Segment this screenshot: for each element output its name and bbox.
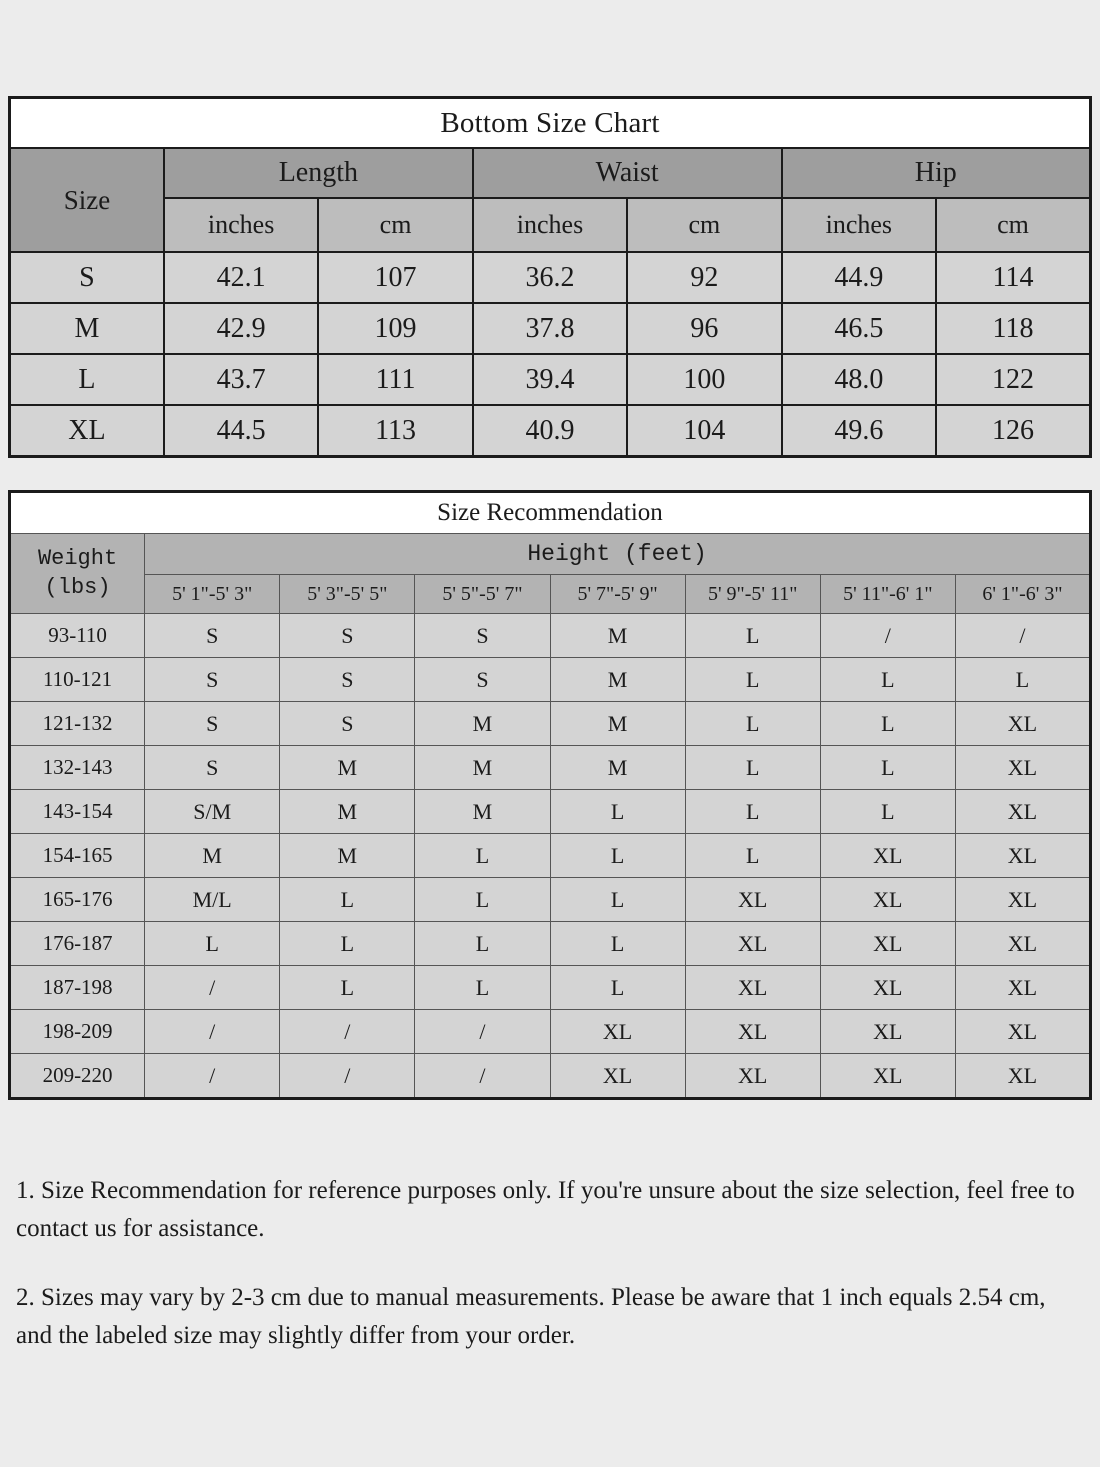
- reco-weight-range: 121-132: [10, 702, 145, 746]
- reco-weight-range: 93-110: [10, 614, 145, 658]
- reco-size-cell: L: [955, 658, 1090, 702]
- table-row: [10, 966, 1091, 1010]
- reco-size-cell: XL: [685, 922, 820, 966]
- note-1: 1. Size Recommendation for reference purposes only. If you're unsure about the size selection, feel free to contact us for assistance.: [16, 1177, 1075, 1242]
- reco-size-cell: XL: [955, 790, 1090, 834]
- reco-size-cell: XL: [550, 1010, 685, 1054]
- chart-cell-length-cm: 107: [318, 252, 472, 303]
- chart-cell-waist-inches: 37.8: [473, 303, 627, 354]
- reco-size-cell: M: [550, 614, 685, 658]
- reco-weight-range: 198-209: [10, 1010, 145, 1054]
- reco-size-cell: XL: [685, 878, 820, 922]
- chart-row-size: XL: [10, 405, 164, 457]
- reco-height-range-1: 5' 1"-5' 3": [145, 575, 280, 614]
- chart-cell-hip-inches: 49.6: [782, 405, 936, 457]
- chart-unit-waist-inches: inches: [473, 198, 627, 252]
- chart-cell-waist-cm: 92: [627, 252, 781, 303]
- reco-size-cell: L: [550, 790, 685, 834]
- reco-size-cell: XL: [955, 1010, 1090, 1054]
- table-row: [10, 252, 1091, 303]
- reco-size-cell: L: [820, 790, 955, 834]
- reco-weight-range: 154-165: [10, 834, 145, 878]
- reco-weight-range: 165-176: [10, 878, 145, 922]
- reco-size-cell: M: [280, 746, 415, 790]
- chart-group-length: Length: [164, 148, 473, 198]
- reco-size-cell: L: [550, 834, 685, 878]
- chart-cell-hip-cm: 118: [936, 303, 1090, 354]
- chart-cell-length-cm: 111: [318, 354, 472, 405]
- table-row: [10, 303, 1091, 354]
- reco-size-cell: L: [685, 614, 820, 658]
- reco-height-range-2: 5' 3"-5' 5": [280, 575, 415, 614]
- reco-height-range-6: 5' 11"-6' 1": [820, 575, 955, 614]
- reco-size-cell: /: [820, 614, 955, 658]
- reco-size-cell: M: [550, 702, 685, 746]
- reco-size-cell: XL: [955, 1054, 1090, 1099]
- reco-size-cell: S: [280, 658, 415, 702]
- reco-header-row: [10, 534, 1091, 575]
- reco-size-cell: XL: [820, 966, 955, 1010]
- chart-cell-waist-inches: 39.4: [473, 354, 627, 405]
- bottom-size-chart-table: [8, 96, 1092, 458]
- reco-weight-header-line2: (lbs): [44, 574, 111, 600]
- reco-size-cell: L: [685, 746, 820, 790]
- chart-cell-hip-inches: 44.9: [782, 252, 936, 303]
- reco-size-cell: M: [415, 790, 550, 834]
- reco-size-cell: XL: [685, 966, 820, 1010]
- reco-size-cell: M: [280, 790, 415, 834]
- chart-cell-waist-cm: 96: [627, 303, 781, 354]
- size-recommendation-table: [8, 490, 1092, 1100]
- reco-size-cell: S/M: [145, 790, 280, 834]
- reco-size-cell: /: [955, 614, 1090, 658]
- reco-size-cell: XL: [685, 1054, 820, 1099]
- chart-cell-hip-inches: 46.5: [782, 303, 936, 354]
- reco-size-cell: XL: [955, 922, 1090, 966]
- chart-unit-length-inches: inches: [164, 198, 318, 252]
- table-row: [10, 658, 1091, 702]
- reco-size-cell: /: [145, 1010, 280, 1054]
- reco-size-cell: S: [145, 658, 280, 702]
- table-row: [10, 922, 1091, 966]
- reco-weight-range: 143-154: [10, 790, 145, 834]
- reco-title-row: [10, 492, 1091, 534]
- chart-row-size: L: [10, 354, 164, 405]
- chart-unit-waist-cm: cm: [627, 198, 781, 252]
- chart-cell-length-inches: 44.5: [164, 405, 318, 457]
- size-recommendation-block: [8, 490, 1092, 1100]
- reco-size-cell: L: [415, 834, 550, 878]
- chart-unit-hip-cm: cm: [936, 198, 1090, 252]
- reco-size-cell: XL: [685, 1010, 820, 1054]
- reco-subheader-row: [10, 575, 1091, 614]
- chart-cell-waist-inches: 36.2: [473, 252, 627, 303]
- chart-title: Bottom Size Chart: [10, 98, 1091, 149]
- reco-size-cell: M: [550, 658, 685, 702]
- table-row: [10, 405, 1091, 457]
- chart-group-hip: Hip: [782, 148, 1091, 198]
- chart-cell-waist-cm: 100: [627, 354, 781, 405]
- reco-size-cell: L: [550, 966, 685, 1010]
- table-row: [10, 790, 1091, 834]
- reco-size-cell: XL: [955, 834, 1090, 878]
- reco-size-cell: /: [280, 1010, 415, 1054]
- reco-size-cell: L: [685, 702, 820, 746]
- chart-cell-waist-cm: 104: [627, 405, 781, 457]
- reco-size-cell: /: [415, 1054, 550, 1099]
- reco-size-cell: M: [280, 834, 415, 878]
- reco-size-cell: L: [685, 834, 820, 878]
- reco-size-cell: M: [415, 746, 550, 790]
- reco-weight-range: 187-198: [10, 966, 145, 1010]
- reco-size-cell: XL: [820, 1010, 955, 1054]
- chart-row-size: M: [10, 303, 164, 354]
- chart-group-waist: Waist: [473, 148, 782, 198]
- chart-cell-waist-inches: 40.9: [473, 405, 627, 457]
- bottom-size-chart-block: [8, 96, 1092, 458]
- reco-size-cell: /: [145, 966, 280, 1010]
- reco-height-range-7: 6' 1"-6' 3": [955, 575, 1090, 614]
- chart-cell-length-inches: 42.9: [164, 303, 318, 354]
- reco-size-cell: S: [280, 614, 415, 658]
- reco-size-cell: L: [820, 746, 955, 790]
- chart-unit-length-cm: cm: [318, 198, 472, 252]
- reco-weight-range: 176-187: [10, 922, 145, 966]
- reco-weight-header-line1: Weight: [37, 545, 118, 571]
- reco-size-cell: M: [550, 746, 685, 790]
- chart-cell-length-cm: 109: [318, 303, 472, 354]
- reco-weight-range: 132-143: [10, 746, 145, 790]
- chart-cell-length-inches: 42.1: [164, 252, 318, 303]
- reco-size-cell: S: [145, 702, 280, 746]
- reco-size-cell: L: [550, 922, 685, 966]
- chart-row-size: S: [10, 252, 164, 303]
- reco-height-range-4: 5' 7"-5' 9": [550, 575, 685, 614]
- table-row: [10, 702, 1091, 746]
- reco-size-cell: S: [415, 614, 550, 658]
- reco-size-cell: XL: [820, 878, 955, 922]
- reco-size-cell: M: [415, 702, 550, 746]
- reco-size-cell: XL: [955, 878, 1090, 922]
- reco-size-cell: L: [415, 966, 550, 1010]
- reco-height-range-5: 5' 9"-5' 11": [685, 575, 820, 614]
- reco-size-cell: L: [685, 790, 820, 834]
- reco-size-cell: M: [145, 834, 280, 878]
- reco-size-cell: /: [280, 1054, 415, 1099]
- reco-size-cell: XL: [550, 1054, 685, 1099]
- reco-size-cell: L: [145, 922, 280, 966]
- reco-title: Size Recommendation: [10, 492, 1091, 534]
- reco-size-cell: L: [415, 922, 550, 966]
- reco-size-cell: XL: [955, 966, 1090, 1010]
- reco-size-cell: /: [145, 1054, 280, 1099]
- reco-size-cell: L: [550, 878, 685, 922]
- table-row: [10, 878, 1091, 922]
- chart-unit-hip-inches: inches: [782, 198, 936, 252]
- chart-unit-header-row: [10, 198, 1091, 252]
- reco-weight-header: [10, 534, 145, 614]
- chart-cell-length-inches: 43.7: [164, 354, 318, 405]
- chart-cell-hip-cm: 126: [936, 405, 1090, 457]
- reco-weight-range: 209-220: [10, 1054, 145, 1099]
- reco-size-cell: S: [145, 614, 280, 658]
- reco-size-cell: L: [280, 922, 415, 966]
- reco-size-cell: L: [820, 702, 955, 746]
- reco-size-cell: L: [685, 658, 820, 702]
- chart-cell-length-cm: 113: [318, 405, 472, 457]
- reco-size-cell: S: [280, 702, 415, 746]
- reco-size-cell: /: [415, 1010, 550, 1054]
- reco-size-cell: L: [415, 878, 550, 922]
- table-row: [10, 834, 1091, 878]
- reco-weight-range: 110-121: [10, 658, 145, 702]
- reco-size-cell: XL: [955, 746, 1090, 790]
- reco-size-cell: S: [145, 746, 280, 790]
- reco-height-header: Height (feet): [145, 534, 1091, 575]
- reco-size-cell: L: [280, 966, 415, 1010]
- reco-size-cell: XL: [820, 922, 955, 966]
- chart-cell-hip-cm: 114: [936, 252, 1090, 303]
- chart-size-header: Size: [10, 148, 164, 252]
- table-row: [10, 1010, 1091, 1054]
- chart-group-header-row: [10, 148, 1091, 198]
- reco-size-cell: XL: [820, 834, 955, 878]
- reco-height-range-3: 5' 5"-5' 7": [415, 575, 550, 614]
- notes-block: [16, 1172, 1086, 1354]
- reco-size-cell: XL: [955, 702, 1090, 746]
- reco-size-cell: S: [415, 658, 550, 702]
- table-row: [10, 614, 1091, 658]
- reco-size-cell: L: [820, 658, 955, 702]
- table-row: [10, 354, 1091, 405]
- reco-size-cell: L: [280, 878, 415, 922]
- chart-cell-hip-cm: 122: [936, 354, 1090, 405]
- chart-cell-hip-inches: 48.0: [782, 354, 936, 405]
- chart-title-row: [10, 98, 1091, 149]
- table-row: [10, 1054, 1091, 1099]
- reco-size-cell: M/L: [145, 878, 280, 922]
- table-row: [10, 746, 1091, 790]
- reco-size-cell: XL: [820, 1054, 955, 1099]
- note-2: 2. Sizes may vary by 2-3 cm due to manual measurements. Please be aware that 1 inch equals 2.54 cm, and the labeled size may slightly differ from your order.: [16, 1284, 1046, 1349]
